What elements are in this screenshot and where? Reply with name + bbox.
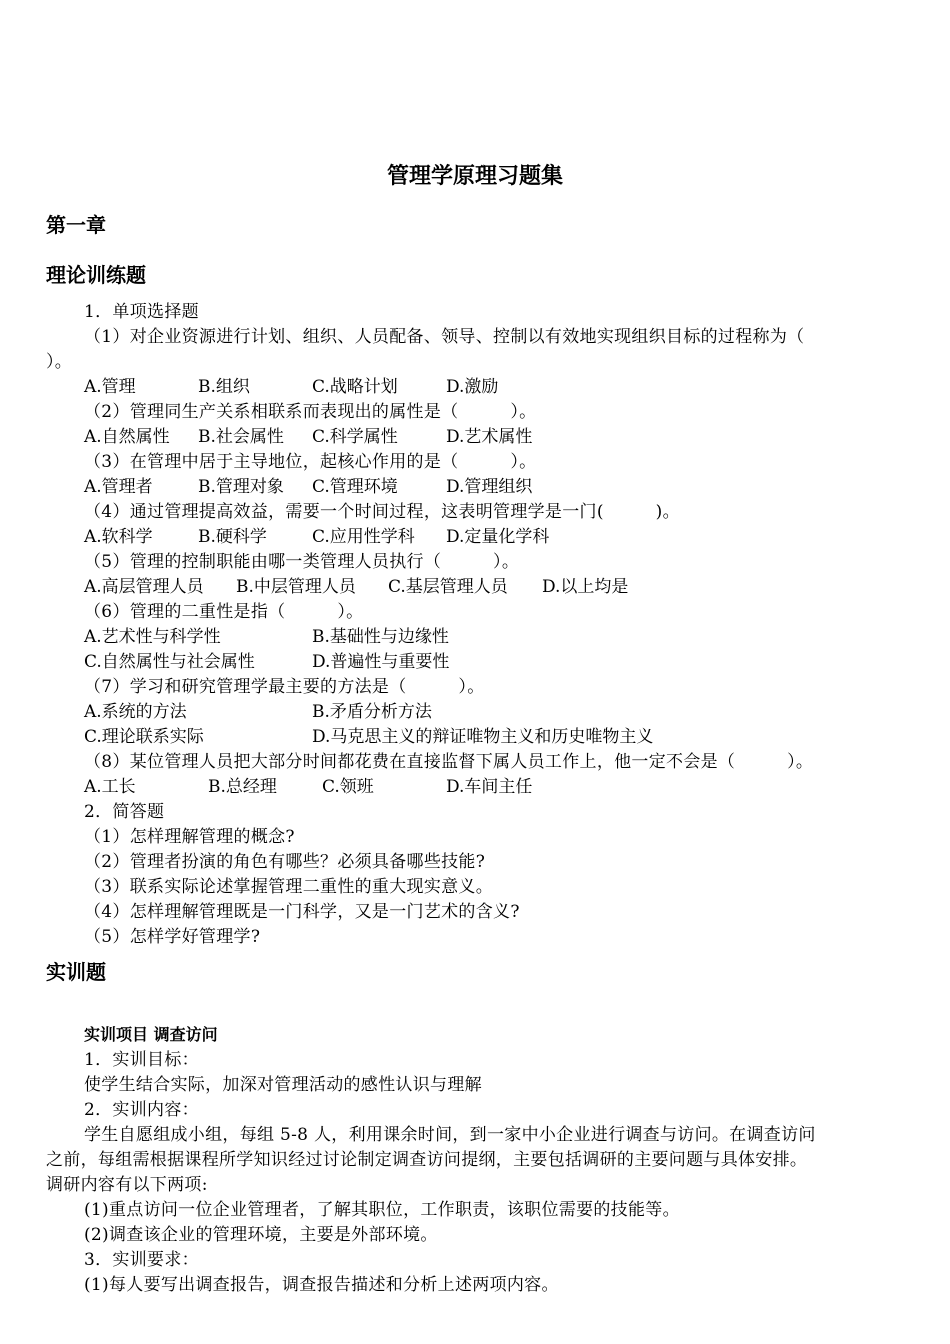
- option: D.激励: [446, 377, 499, 397]
- option: C.战略计划: [312, 377, 398, 397]
- short-question: （1）怎样理解管理的概念?: [84, 827, 295, 847]
- question-stem: （2）管理同生产关系相联系而表现出的属性是（ ）。: [84, 402, 537, 422]
- short-question: （5）怎样学好管理学?: [84, 927, 261, 947]
- option: A.高层管理人员: [84, 577, 204, 597]
- practice-requirement-heading: 3．实训要求：: [84, 1250, 199, 1270]
- option: C.领班: [322, 777, 374, 797]
- question-stem: （3）在管理中居于主导地位，起核心作用的是（ ）。: [84, 452, 537, 472]
- question-stem-cont: ）。: [46, 352, 73, 372]
- practice-project-title: 实训项目 调查访问: [84, 1025, 218, 1044]
- option: B.中层管理人员: [236, 577, 356, 597]
- option: B.硬科学: [198, 527, 267, 547]
- short-question: （3）联系实际论述掌握管理二重性的重大现实意义。: [84, 877, 494, 897]
- question-stem: （4）通过管理提高效益，需要一个时间过程，这表明管理学是一门( )。: [84, 502, 680, 522]
- option: D.管理组织: [446, 477, 533, 497]
- option: B.管理对象: [198, 477, 284, 497]
- practice-content-item: (1)重点访问一位企业管理者，了解其职位，工作职责，该职位需要的技能等。: [84, 1200, 680, 1220]
- option: B.社会属性: [198, 427, 284, 447]
- option: A.工长: [84, 777, 136, 797]
- option: C.科学属性: [312, 427, 398, 447]
- question-stem: （7）学习和研究管理学最主要的方法是（ ）。: [84, 677, 485, 697]
- single-choice-heading: 1．单项选择题: [84, 302, 199, 322]
- option: D.艺术属性: [446, 427, 533, 447]
- section-heading-practice: 实训题: [46, 960, 106, 984]
- practice-content-heading: 2．实训内容：: [84, 1100, 199, 1120]
- option: C.自然属性与社会属性: [84, 652, 255, 672]
- question-stem: （8）某位管理人员把大部分时间都花费在直接监督下属人员工作上，他一定不会是（ ）。: [84, 752, 814, 772]
- option: B.基础性与边缘性: [312, 627, 449, 647]
- practice-content-item: (2)调查该企业的管理环境，主要是外部环境。: [84, 1225, 438, 1245]
- option: C.基层管理人员: [388, 577, 508, 597]
- practice-goal-heading: 1．实训目标：: [84, 1050, 199, 1070]
- practice-requirement-item: (1)每人要写出调查报告，调查报告描述和分析上述两项内容。: [84, 1275, 559, 1295]
- option: B.矛盾分析方法: [312, 702, 432, 722]
- option: A.管理: [84, 377, 136, 397]
- option: D.车间主任: [446, 777, 533, 797]
- option: A.自然属性: [84, 427, 170, 447]
- option: B.组织: [198, 377, 250, 397]
- option: C.理论联系实际: [84, 727, 204, 747]
- short-question: （4）怎样理解管理既是一门科学，又是一门艺术的含义?: [84, 902, 520, 922]
- section-heading-theory: 理论训练题: [46, 263, 146, 287]
- practice-content-paragraph: 之前，每组需根据课程所学知识经过讨论制定调查访问提纲，主要包括调研的主要问题与具体安排。: [46, 1150, 808, 1170]
- question-stem: （1）对企业资源进行计划、组织、人员配备、领导、控制以有效地实现组织目标的过程称为（: [84, 327, 805, 347]
- question-stem: （5）管理的控制职能由哪一类管理人员执行（ ）。: [84, 552, 520, 572]
- option: D.以上均是: [542, 577, 629, 597]
- option: A.管理者: [84, 477, 153, 497]
- document-title: 管理学原理习题集: [386, 164, 563, 189]
- option: A.艺术性与科学性: [84, 627, 221, 647]
- option: B.总经理: [208, 777, 277, 797]
- question-stem: （6）管理的二重性是指（ ）。: [84, 602, 364, 622]
- option: D.普遍性与重要性: [312, 652, 450, 672]
- practice-content-paragraph: 调研内容有以下两项:: [46, 1175, 208, 1195]
- option: A.软科学: [84, 527, 153, 547]
- option: D.马克思主义的辩证唯物主义和历史唯物主义: [312, 727, 654, 747]
- option: C.管理环境: [312, 477, 398, 497]
- short-answer-heading: 2．简答题: [84, 802, 165, 822]
- practice-goal-text: 使学生结合实际，加深对管理活动的感性认识与理解: [84, 1075, 482, 1095]
- option: D.定量化学科: [446, 527, 550, 547]
- option: A.系统的方法: [84, 702, 187, 722]
- short-question: （2）管理者扮演的角色有哪些？必须具备哪些技能?: [84, 852, 486, 872]
- chapter-heading: 第一章: [46, 213, 106, 237]
- option: C.应用性学科: [312, 527, 415, 547]
- practice-content-paragraph: 学生自愿组成小组，每组 5-8 人，利用课余时间，到一家中小企业进行调查与访问。在调查访问: [84, 1125, 816, 1145]
